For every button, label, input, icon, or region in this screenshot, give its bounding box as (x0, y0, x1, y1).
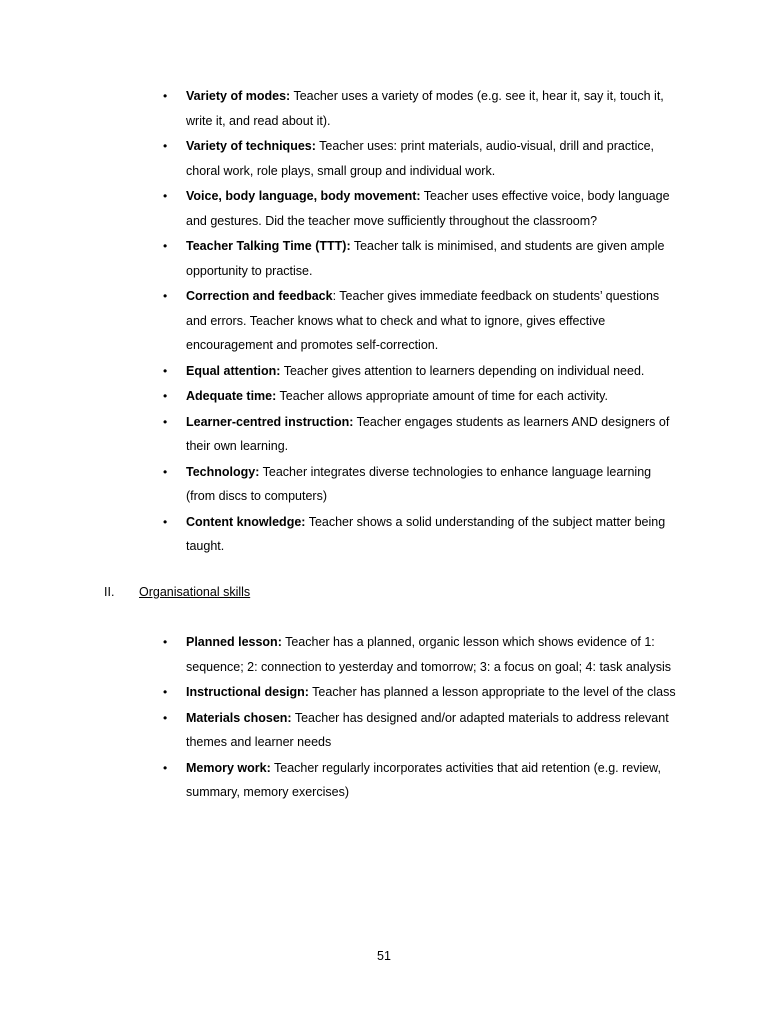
bullet-icon: • (163, 389, 168, 403)
bullet-icon: • (163, 514, 168, 529)
bullet-icon: • (163, 363, 168, 378)
list-item (163, 680, 678, 705)
list-item (163, 410, 678, 459)
item-term: Variety of modes: (186, 89, 291, 103)
item-description: Teacher engages students as learners AND designers of their own learning. (186, 414, 670, 453)
page-number: 51 (377, 949, 391, 963)
list-item (163, 359, 678, 384)
bullet-icon: • (163, 464, 168, 479)
organisational-skills-list (163, 630, 678, 806)
list-item (163, 134, 678, 183)
section-heading (104, 581, 250, 603)
item-description: Teacher integrates diverse technologies to enhance language learning (from discs to computers) (186, 464, 652, 503)
item-term: Planned lesson: (186, 635, 282, 649)
list-item (163, 234, 678, 283)
item-term: Instructional design: (186, 685, 309, 699)
list-item (163, 384, 678, 409)
item-term: Technology: (186, 464, 260, 479)
item-description: Teacher uses: print materials, audio-visual, drill and practice, choral work, role plays, small group and individual work. (186, 139, 655, 178)
bullet-icon: • (163, 635, 168, 649)
item-description: Teacher gives attention to learners depending on individual need. (280, 363, 645, 378)
bullet-icon: • (163, 685, 168, 699)
list-item (163, 84, 678, 133)
item-term: Voice, body language, body movement: (186, 189, 421, 203)
item-term: Materials chosen: (186, 710, 292, 725)
item-description: Teacher allows appropriate amount of time for each activity. (276, 389, 608, 403)
bullet-icon: • (163, 89, 168, 103)
item-description: Teacher uses a variety of modes (e.g. see it, hear it, say it, touch it, write it, and read about it). (186, 89, 664, 128)
item-description: Teacher uses effective voice, body language and gestures. Did the teacher move sufficiently throughout the classroom? (186, 189, 670, 228)
item-description: Teacher has a planned, organic lesson which shows evidence of 1: sequence; 2: connection to yesterday and tomorrow; 3: a focus on goal; 4: task analysis (186, 635, 672, 674)
bullet-icon: • (163, 710, 168, 725)
list-item (163, 756, 678, 805)
bullet-icon: • (163, 760, 168, 775)
section-numeral: II. (104, 585, 115, 599)
item-description: Teacher talk is minimised, and students are given ample opportunity to practise. (186, 239, 665, 278)
item-description: Teacher shows a solid understanding of the subject matter being taught. (186, 514, 666, 553)
list-item (163, 706, 678, 755)
item-term: Learner-centred instruction: (186, 414, 354, 429)
section-title: Organisational skills (139, 585, 251, 599)
bullet-icon: • (163, 239, 168, 253)
item-description: Teacher has planned a lesson appropriate to the level of the class (308, 685, 676, 699)
teaching-skills-list (163, 84, 678, 560)
item-term: Adequate time: (186, 389, 277, 403)
bullet-icon: • (163, 414, 168, 429)
list-item (163, 284, 678, 358)
item-term: Content knowledge: (186, 514, 306, 529)
item-term: Variety of techniques: (186, 139, 316, 153)
item-term: Memory work: (186, 760, 271, 775)
bullet-icon: • (163, 189, 168, 203)
item-term: Teacher Talking Time (TTT): (186, 239, 351, 253)
bullet-icon: • (163, 289, 168, 303)
list-item (163, 184, 678, 233)
item-description: : Teacher gives immediate feedback on students’ questions and errors. Teacher knows what to check and what to ignore, gives effective encouragement and promotes self-correction. (186, 289, 660, 352)
item-term: Equal attention: (186, 363, 281, 378)
item-description: Teacher regularly incorporates activities that aid retention (e.g. review, summary, memory exercises) (186, 760, 661, 799)
item-description: Teacher has designed and/or adapted materials to address relevant themes and learner needs (186, 710, 669, 749)
item-term: Correction and feedback (186, 289, 333, 303)
list-item (163, 510, 678, 559)
list-item (163, 460, 678, 509)
bullet-icon: • (163, 139, 168, 153)
list-item (163, 630, 678, 679)
